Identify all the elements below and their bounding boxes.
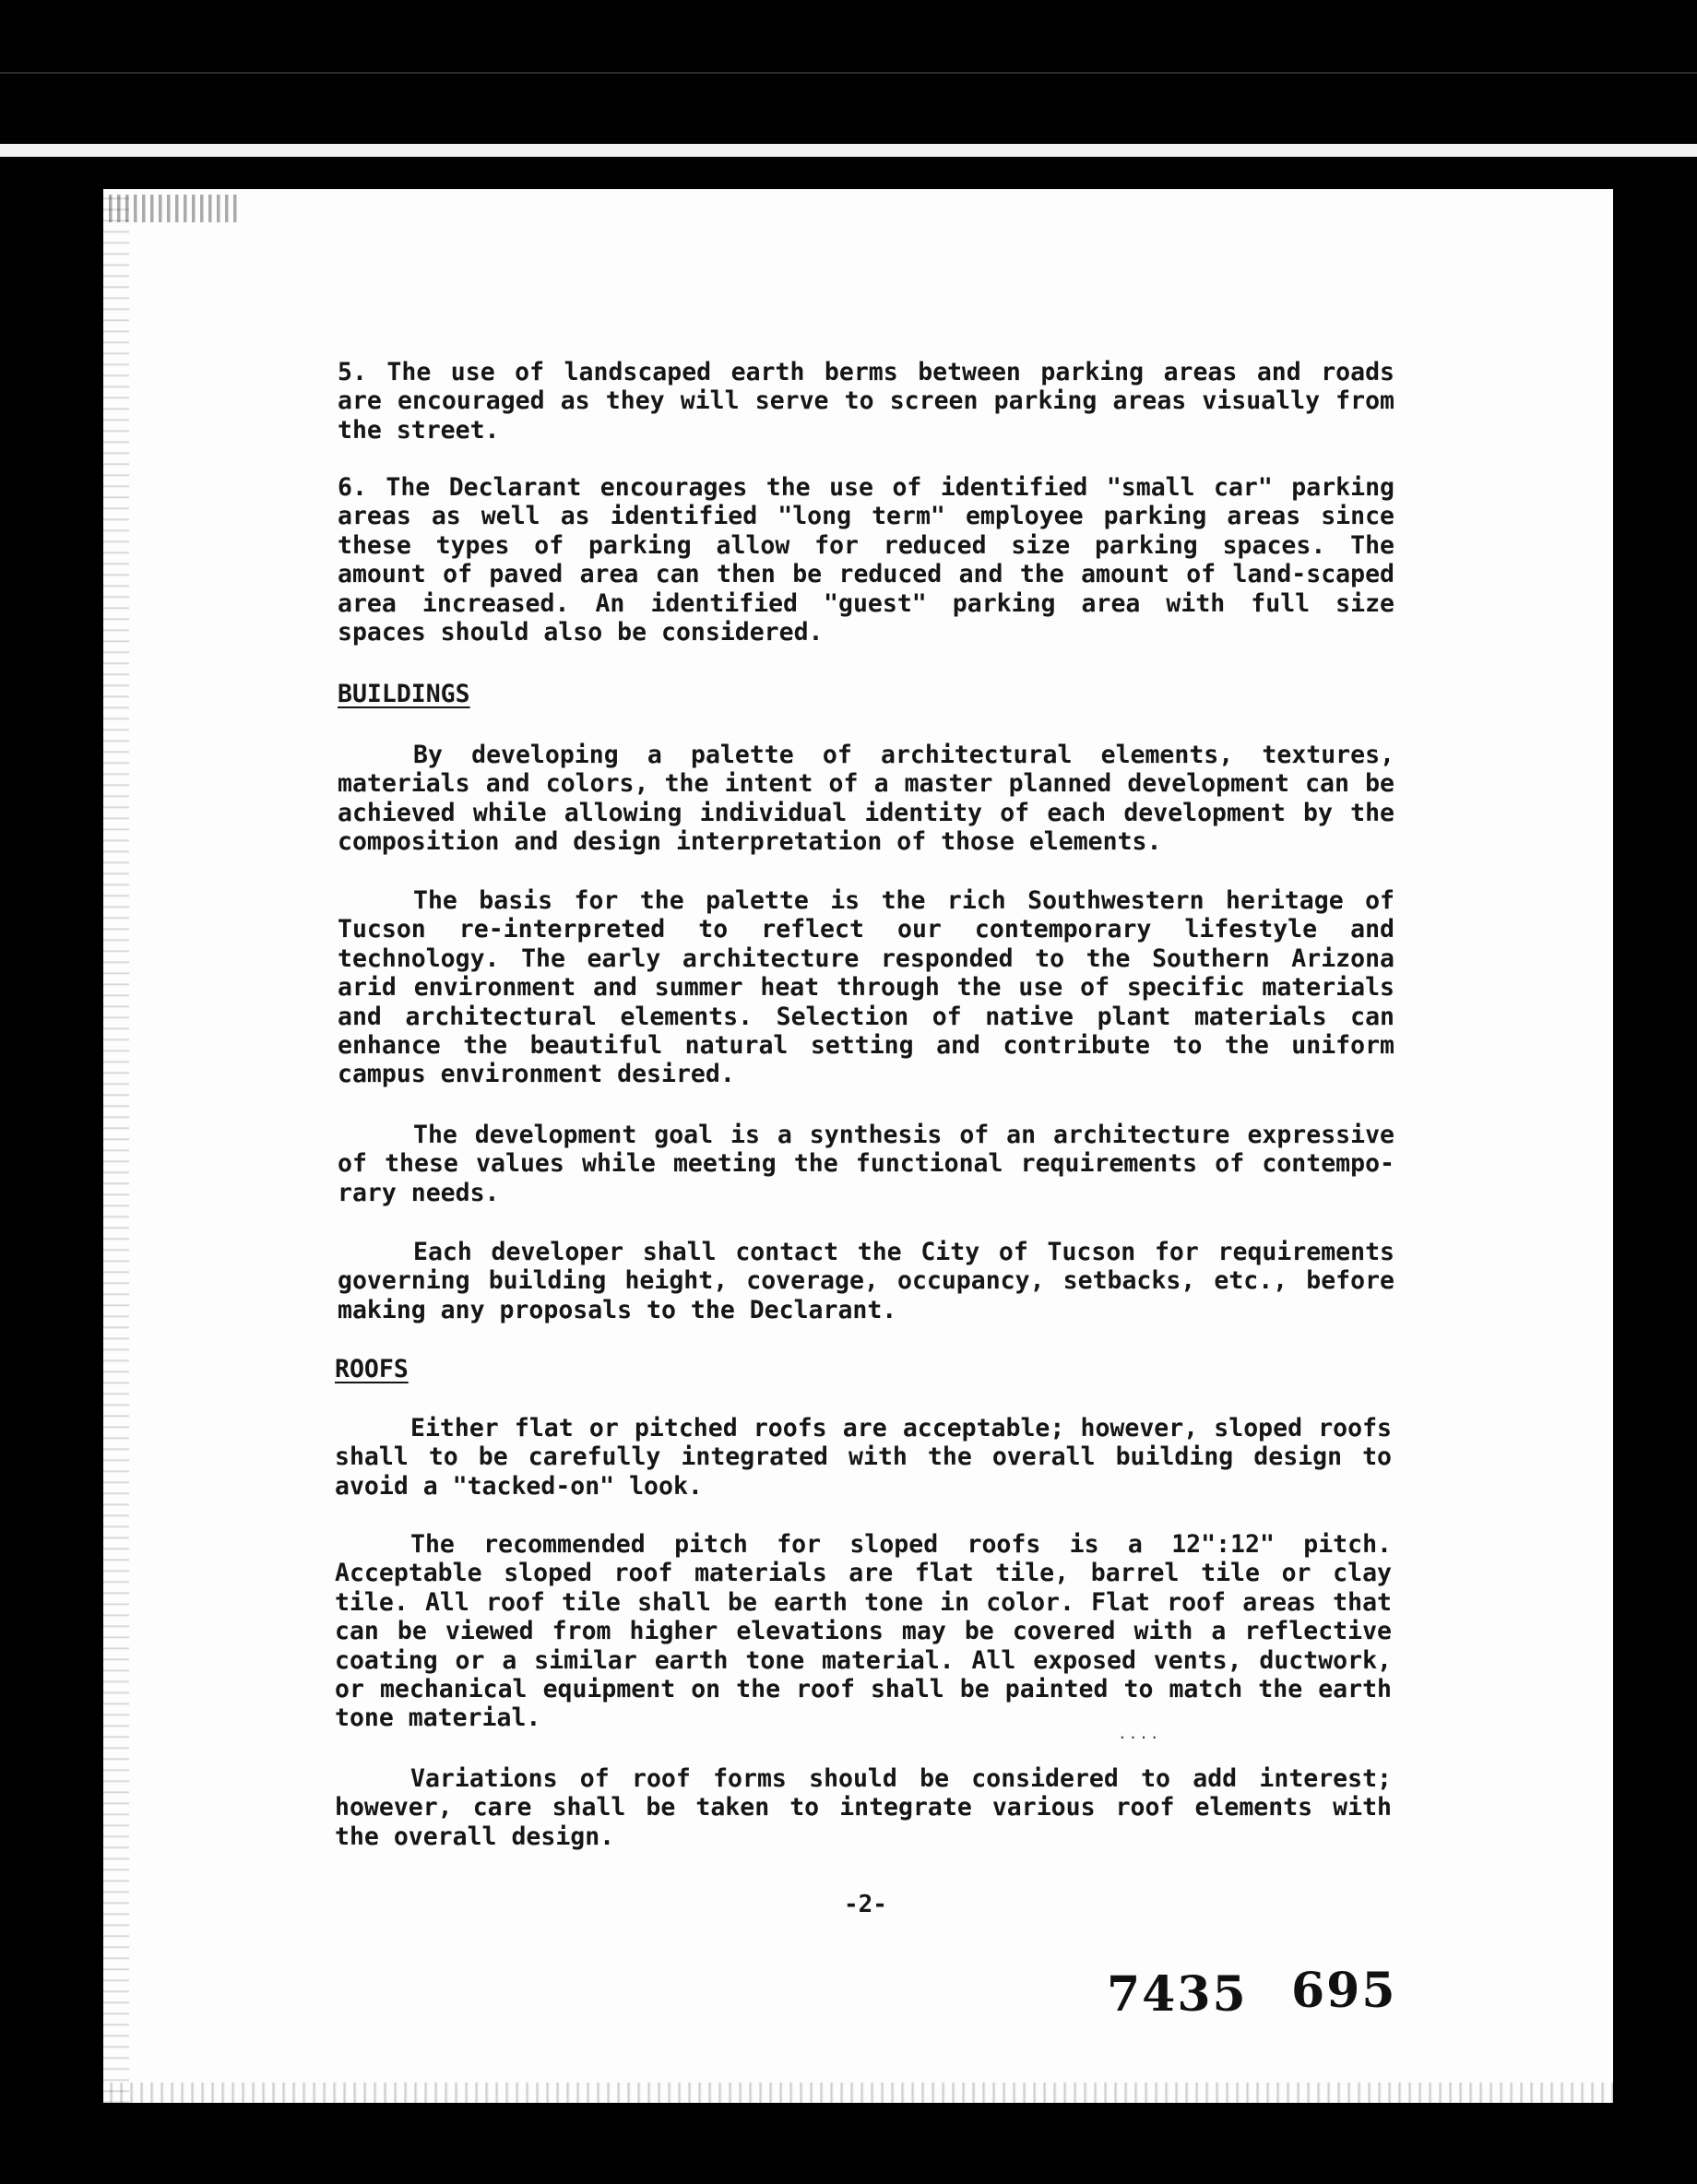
- scanner-line: [0, 144, 1697, 157]
- section-heading-buildings: BUILDINGS: [338, 680, 470, 708]
- buildings-paragraph-2: The basis for the palette is the rich Southwestern heritage of Tucson re-interpreted to reflect our contemporary lifestyle and technology. The early architecture responded to the Southern Arizona arid environment and summer heat through the use of specific materials and architectural elements. Selection of native plant materials can enhance the beautiful natural setting and contribute to the uniform campus environment desired.: [338, 886, 1394, 1089]
- paragraph-5: 5. The use of landscaped earth berms between parking areas and roads are encouraged as they will serve to screen parking areas visually from the street.: [338, 358, 1394, 445]
- stamp-number-right: 695: [1291, 1963, 1397, 2019]
- roofs-paragraph-2: The recommended pitch for sloped roofs is a 12":12" pitch. Acceptable sloped roof materials are flat tile, barrel tile or clay tile. All roof tile shall be earth tone in color. Flat roof areas that can be viewed from higher elevations may be covered with a reflective coating or a similar earth tone material. All exposed vents, ductwork, or mechanical equipment on the roof shall be painted to match the earth tone material.: [335, 1530, 1392, 1733]
- section-heading-roofs: ROOFS: [335, 1355, 409, 1383]
- left-edge-noise: [103, 189, 129, 2103]
- buildings-paragraph-1: By developing a palette of architectural elements, textures, materials and colors, the intent of a master planned development can be achieved while allowing individual identity of each development by the composition and design interpretation of those elements.: [338, 741, 1394, 857]
- bottom-edge-noise: [103, 2083, 1613, 2103]
- roofs-paragraph-3: Variations of roof forms should be considered to add interest; however, care shall be taken to integrate various roof elements with the overall design.: [335, 1764, 1392, 1851]
- page-number: -2-: [844, 1891, 887, 1918]
- paragraph-6: 6. The Declarant encourages the use of identified "small car" parking areas as well as identified "long term" employee parking areas since these types of parking allow for reduced size parking spaces. The amount of paved area can then be reduced and the amount of land-scaped area increased. An identified "guest" parking area with full size spaces should also be considered.: [338, 473, 1394, 647]
- speck-dots: ....: [1118, 1725, 1161, 1742]
- scanner-line-top: [0, 72, 1697, 74]
- corner-noise: [109, 195, 238, 222]
- stamp-number-left: 7435: [1107, 1966, 1248, 2023]
- buildings-paragraph-3: The development goal is a synthesis of an architecture expressive of these values while meeting the functional requirements of contempo-rary needs.: [338, 1121, 1394, 1207]
- roofs-paragraph-1: Either flat or pitched roofs are acceptable; however, sloped roofs shall to be carefully integrated with the overall building design to avoid a "tacked-on" look.: [335, 1414, 1392, 1501]
- buildings-paragraph-4: Each developer shall contact the City of Tucson for requirements governing building height, coverage, occupancy, setbacks, etc., before making any proposals to the Declarant.: [338, 1238, 1394, 1324]
